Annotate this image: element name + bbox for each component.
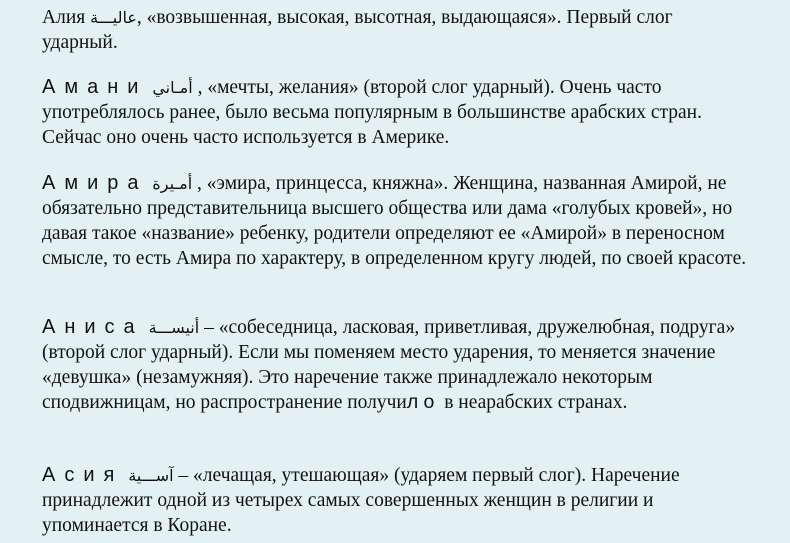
entry-arabic: آســـية bbox=[128, 465, 174, 485]
entry-text-end: в неарабских странах. bbox=[444, 391, 628, 413]
entry-asia bbox=[42, 463, 748, 538]
entry-text: , «возвышенная, высокая, высотная, выдающаяся». Первый слог ударный. bbox=[42, 6, 673, 53]
entry-text: – «лечащая, утешающая» (ударяем первый слог). Наречение принадлежит одной из четырех самых совершенных женщин в религии и упоминается в Коране. bbox=[42, 464, 680, 536]
entry-amira bbox=[42, 171, 748, 271]
entry-arabic: أمـاني bbox=[152, 77, 193, 97]
entry-name: Алия bbox=[42, 6, 86, 28]
entry-alia bbox=[42, 5, 748, 55]
entry-text: , «мечты, желания» (второй слог ударный). Очень часто употреблялось ранее, было весьма популярным в большинстве арабских стран. Сейчас оно очень часто используется в Америке. bbox=[42, 76, 702, 148]
entry-amani bbox=[42, 75, 748, 150]
entry-name: Асия bbox=[42, 463, 124, 486]
entry-name: Амира bbox=[42, 171, 148, 194]
entry-arabic: عاليـــة bbox=[90, 7, 137, 27]
entry-text: , «эмира, принцесса, княжна». Женщина, названная Амирой, не обязательно представительница высшего общества или дама «голубых кровей», но давая такое «название» ребенку, родители определяют ее «Амирой» в переносном смысле, то есть Амира по характеру, в определенном кругу людей, по своей красоте. bbox=[42, 172, 747, 269]
entry-name: Амани bbox=[42, 75, 148, 98]
entry-text-tail: ло bbox=[406, 390, 440, 413]
entry-name: Аниса bbox=[42, 315, 144, 338]
entry-arabic: أنيســـة bbox=[148, 317, 200, 337]
entry-text: – «собеседница, ласковая, приветливая, дружелюбная, подруга» (второй слог ударный). Если мы поменяем место ударения, то меняется значение «девушка» (незамужняя). Это наречение также принадлежало некоторым сподвижницам, но распространение получи bbox=[42, 316, 736, 413]
entry-arabic: أمـيرة bbox=[152, 173, 193, 193]
entry-anisa bbox=[42, 315, 748, 415]
